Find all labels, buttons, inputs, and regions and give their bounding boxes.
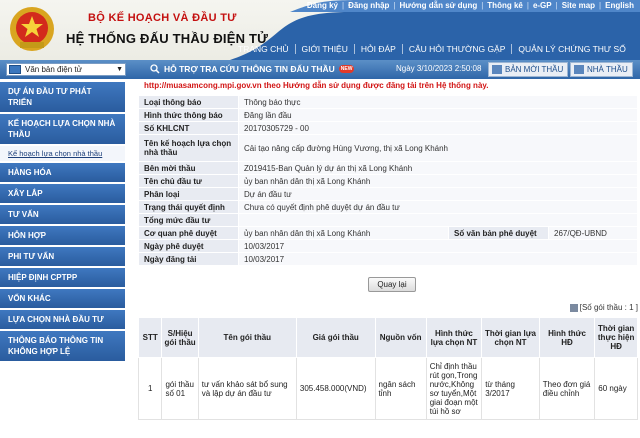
field-label: Hình thức thông báo [139, 109, 239, 122]
register-link[interactable]: Đăng ký [306, 1, 338, 10]
table-row [139, 135, 638, 162]
english-link[interactable]: English [605, 1, 634, 10]
table-cell: 1 [139, 358, 162, 420]
column-header: STT [139, 318, 162, 358]
monitor-icon [9, 65, 21, 74]
print-icon[interactable] [570, 304, 578, 312]
package-count [570, 303, 638, 312]
invitation-button[interactable] [488, 62, 568, 77]
field-label: Tổng mức đầu tư [139, 214, 239, 227]
table-cell: Theo đơn giá điều chỉnh [539, 358, 594, 420]
field-value: ủy ban nhân dân thị xã Long Khánh [239, 227, 449, 240]
filter-icon [574, 65, 584, 74]
login-link[interactable]: Đăng nhập [348, 1, 390, 10]
column-header: Giá gói thầu [296, 318, 375, 358]
table-cell: ngân sách tỉnh [375, 358, 426, 420]
field-label: Số văn bản phê duyệt [449, 227, 549, 240]
field-value [239, 214, 638, 227]
contractor-button-label: NHÀ THẦU [587, 65, 628, 74]
field-label: Phân loại [139, 188, 239, 201]
top-links: Đăng ký | Đăng nhập | Hướng dẫn sử dụng | Thông kê | e-GP | Site map | English [306, 1, 634, 10]
column-header: S/Hiệu gói thầu [162, 318, 198, 358]
field-value: ủy ban nhân dân thị xã Long Khánh [239, 175, 638, 188]
table-header-row [139, 318, 638, 358]
ministry-name: BỘ KẾ HOẠCH VÀ ĐẦU TƯ [88, 12, 237, 24]
national-emblem-icon [8, 4, 56, 54]
table-row [139, 214, 638, 227]
sidebar [0, 82, 125, 438]
chevron-down-icon: ▼ [116, 66, 123, 73]
field-label: Loại thông báo [139, 96, 239, 109]
table-row [139, 240, 638, 253]
sidebar-item-mixed[interactable]: HỖN HỢP [0, 226, 125, 245]
sidebar-item-consulting[interactable]: TƯ VẤN [0, 205, 125, 224]
package-count-text: [Số gói thầu : 1 ] [579, 303, 638, 312]
column-header: Thời gian thực hiện HĐ [595, 318, 638, 358]
statistics-link[interactable]: Thông kê [487, 1, 523, 10]
table-row [139, 253, 638, 266]
column-header: Hình thức lựa chọn NT [426, 318, 481, 358]
table-row [139, 109, 638, 122]
support-search-link[interactable] [150, 64, 354, 74]
field-label: Ngày đăng tải [139, 253, 239, 266]
field-value: Dự án đầu tư [239, 188, 638, 201]
sidebar-subitem-contractor-plan[interactable]: Kế hoạch lựa chọn nhà thầu [0, 146, 125, 161]
nav-certificates[interactable]: QUẢN LÝ CHỨNG THƯ SỐ [511, 44, 631, 54]
table-row [139, 188, 638, 201]
plan-detail-table [138, 95, 638, 266]
contractor-button[interactable] [570, 62, 633, 77]
search-icon [150, 64, 160, 74]
document-type-select[interactable] [6, 63, 126, 76]
column-header: Thời gian lựa chọn NT [482, 318, 540, 358]
table-row [139, 96, 638, 109]
user-guide-link[interactable]: Hướng dẫn sử dụng [399, 1, 478, 10]
nav-faq[interactable]: CÂU HỎI THƯỜNG GẶP [402, 44, 512, 54]
egp-link[interactable]: e-GP [532, 1, 552, 10]
support-search-label: HỖ TRỢ TRA CỨU THÔNG TIN ĐẤU THẦU [164, 64, 335, 74]
field-value: Z019415-Ban Quản lý dự án thị xã Long Khánh [239, 162, 638, 175]
back-button[interactable]: Quay lại [368, 277, 416, 292]
sidebar-item-other-funds[interactable]: VỐN KHÁC [0, 289, 125, 308]
sidebar-item-invalid-info[interactable]: THÔNG BÁO THÔNG TIN KHÔNG HỢP LỆ [0, 331, 125, 361]
table-row [139, 227, 638, 240]
field-label: Tên chủ đầu tư [139, 175, 239, 188]
site-header [0, 0, 640, 60]
table-row [139, 358, 638, 420]
sidebar-item-construction[interactable]: XÂY LẮP [0, 184, 125, 203]
table-cell: 60 ngày [595, 358, 638, 420]
sidebar-item-development-projects[interactable]: DỰ ÁN ĐẦU TƯ PHÁT TRIỂN [0, 82, 125, 112]
nav-qa[interactable]: HỎI ĐÁP [354, 44, 402, 54]
field-value: Cải tạo nâng cấp đường Hùng Vương, thị xã Long Khánh [239, 135, 638, 162]
main-content [138, 79, 640, 416]
column-header: Hình thức HĐ [539, 318, 594, 358]
field-value: 20170305729 - 00 [239, 122, 638, 135]
field-label: Tên kế hoạch lựa chọn nhà thầu [139, 135, 239, 162]
new-badge: NEW [340, 66, 353, 72]
sitemap-link[interactable]: Site map [561, 1, 596, 10]
main-nav [232, 44, 632, 54]
table-row [139, 122, 638, 135]
toolbar [0, 60, 640, 79]
field-value: Thông báo thực [239, 96, 638, 109]
table-row [139, 201, 638, 214]
table-cell: Chỉ định thầu rút gọn,Trong nước,Không sơ tuyển,Một giai đoạn một túi hồ sơ [426, 358, 481, 420]
table-row [139, 162, 638, 175]
table-cell: từ tháng 3/2017 [482, 358, 540, 420]
field-label: Bên mời thầu [139, 162, 239, 175]
sidebar-item-non-consulting[interactable]: PHI TƯ VẤN [0, 247, 125, 266]
system-title: HỆ THỐNG ĐẤU THẦU ĐIỆN TỬ [66, 31, 269, 46]
field-label: Cơ quan phê duyệt [139, 227, 239, 240]
table-cell: gói thầu số 01 [162, 358, 198, 420]
sidebar-item-cptpp[interactable]: HIỆP ĐỊNH CPTPP [0, 268, 125, 287]
current-datetime: Ngày 3/10/2023 2:50:08 [396, 64, 482, 73]
field-label: Số KHLCNT [139, 122, 239, 135]
field-value: 10/03/2017 [239, 240, 638, 253]
package-table [138, 317, 638, 420]
column-header: Nguồn vốn [375, 318, 426, 358]
field-label: Ngày phê duyệt [139, 240, 239, 253]
column-header: Tên gói thầu [198, 318, 296, 358]
notice-text: http://muasamcong.mpi.gov.vn theo Hướng dẫn sử dụng được đăng tải trên Hệ thống này. [144, 81, 489, 90]
document-icon [492, 65, 502, 74]
field-value: Đăng lần đầu [239, 109, 638, 122]
document-type-value: Văn bản điện tử [25, 65, 82, 74]
table-cell: tư vấn khảo sát bổ sung và lập dự án đầu tư [198, 358, 296, 420]
invitation-button-label: BẢN MỜI THẦU [505, 65, 564, 74]
field-value: 267/QĐ-UBND [549, 227, 638, 240]
table-row [139, 175, 638, 188]
field-value: 10/03/2017 [239, 253, 638, 266]
field-label: Trạng thái quyết định [139, 201, 239, 214]
field-value: Chưa có quyết định phê duyệt dự án đầu tư [239, 201, 638, 214]
sidebar-item-contractor-plan[interactable]: KẾ HOẠCH LỰA CHỌN NHÀ THẦU [0, 114, 125, 144]
sidebar-item-investor-selection[interactable]: LỰA CHỌN NHÀ ĐẦU TƯ [0, 310, 125, 329]
sidebar-item-goods[interactable]: HÀNG HÓA [0, 163, 125, 182]
nav-about[interactable]: GIỚI THIỆU [295, 44, 354, 54]
table-cell: 305.458.000(VND) [296, 358, 375, 420]
nav-home[interactable]: TRANG CHỦ [238, 44, 289, 54]
